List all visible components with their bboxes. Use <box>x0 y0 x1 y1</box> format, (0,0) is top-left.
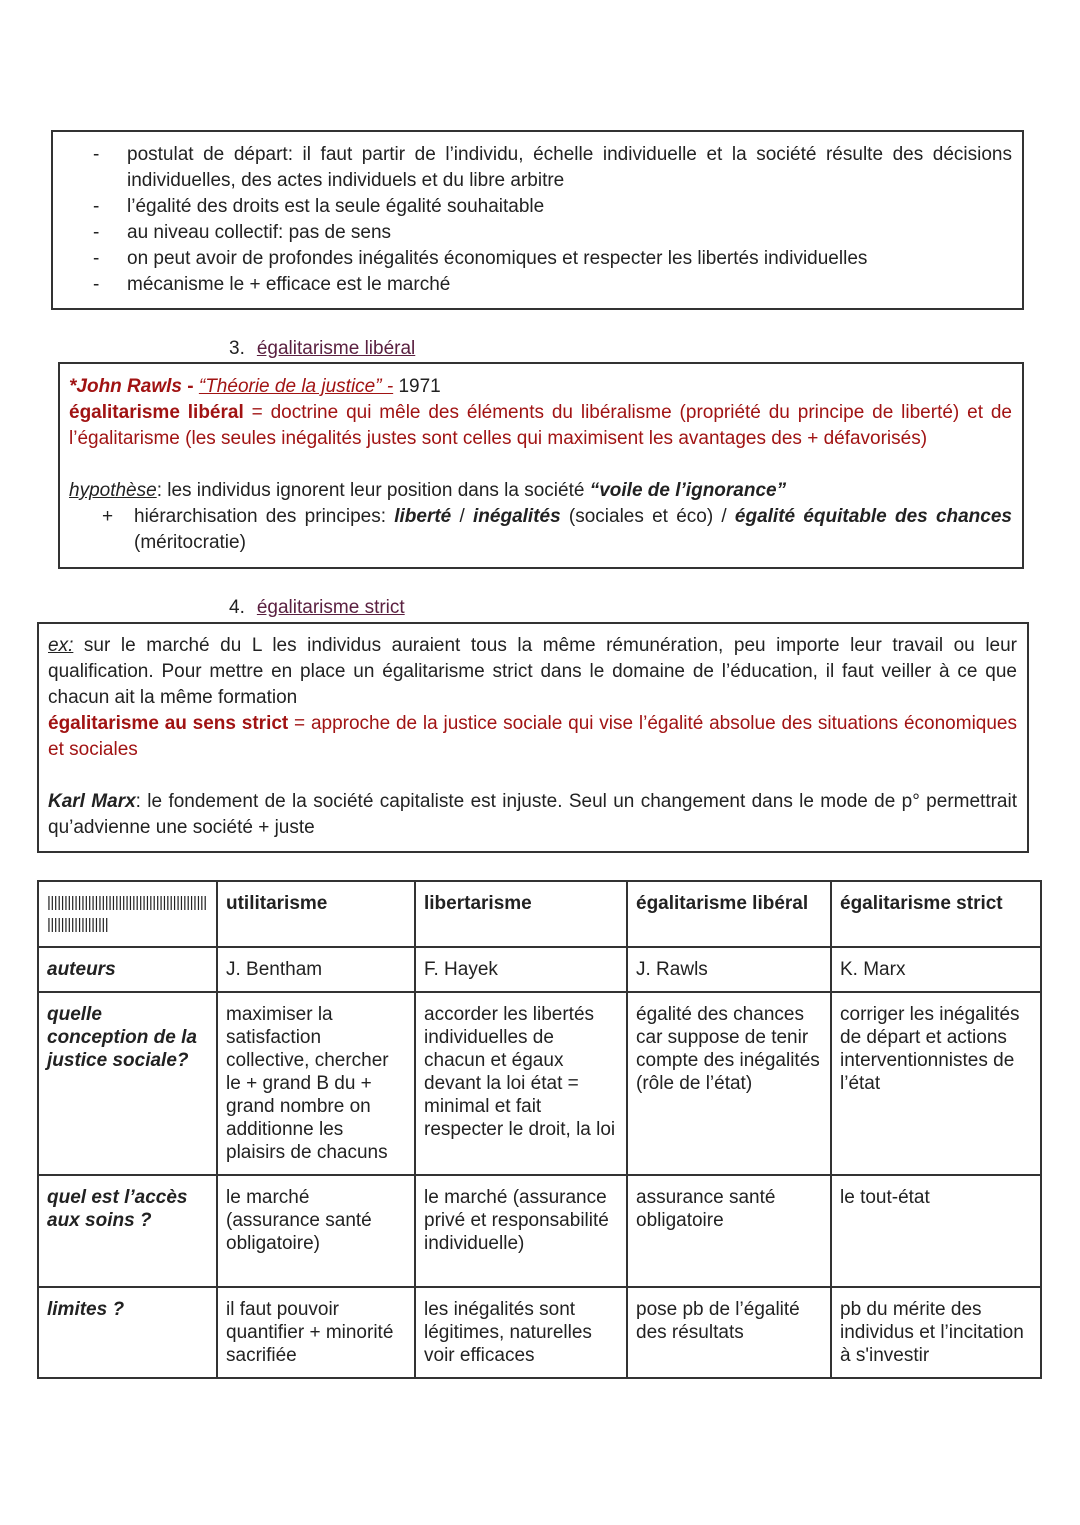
section-number: 4. <box>229 597 245 618</box>
marx-name: Karl Marx <box>48 791 136 812</box>
example <box>48 633 1017 711</box>
table-cell: accorder les libertés individuelles de chacun et égaux devant la loi état = minimal et fait respecter le droit, la loi <box>415 992 627 1175</box>
work-title: “Théorie de la justice” - <box>198 376 394 397</box>
table-cell: corriger les inégalités de départ et actions interventionnistes de l’état <box>831 992 1041 1175</box>
column-header: égalitarisme libéral <box>627 881 831 947</box>
author-separator: - <box>181 376 199 397</box>
comparison-table <box>37 880 1042 1379</box>
definition-term: égalitarisme libéral <box>69 402 244 423</box>
liberal-egalitarianism-box <box>58 362 1024 569</box>
section-title: égalitarisme libéral <box>256 338 416 359</box>
definition <box>48 711 1017 763</box>
table-cell: J. Bentham <box>217 947 415 992</box>
hypothesis-label: hypothèse <box>69 480 157 501</box>
section-3-heading <box>229 336 415 362</box>
table-cell: le marché (assurance privé et responsabilité individuelle) <box>415 1175 627 1287</box>
marx-text: : le fondement de la société capitaliste est injuste. Seul un changement dans le mode de p° permettrait qu’advienne une société + juste <box>48 791 1017 838</box>
principle-liberty: liberté <box>394 506 452 527</box>
marx-statement <box>48 789 1017 841</box>
table-row <box>38 992 1041 1175</box>
plus-marker: + <box>102 506 114 527</box>
bullet-item: - on peut avoir de profondes inégalités économiques et respecter les libertés individuelles <box>53 246 1012 272</box>
table-row <box>38 947 1041 992</box>
row-header: quel est l’accès aux soins ? <box>38 1175 217 1287</box>
table-cell: J. Rawls <box>627 947 831 992</box>
example-label: ex: <box>48 635 74 656</box>
rawls-reference <box>69 374 1012 400</box>
section-title: égalitarisme strict <box>256 597 405 618</box>
bullet-item: - au niveau collectif: pas de sens <box>53 220 1012 246</box>
principle-note: (sociales et éco) / <box>560 506 735 527</box>
hypothesis-quote: “voile de l’ignorance” <box>589 480 787 501</box>
table-cell: le tout-état <box>831 1175 1041 1287</box>
definition <box>69 400 1012 452</box>
table-cell: les inégalités sont légitimes, naturelles voir efficaces <box>415 1287 627 1378</box>
definition-term: égalitarisme au sens strict <box>48 713 289 734</box>
table-cell: assurance santé obligatoire <box>627 1175 831 1287</box>
section-number: 3. <box>229 338 245 359</box>
principle-separator: / <box>451 506 474 527</box>
year: 1971 <box>393 376 441 397</box>
table-cell: F. Hayek <box>415 947 627 992</box>
table-cell: K. Marx <box>831 947 1041 992</box>
table-cell: maximiser la satisfaction collective, chercher le + grand B du + grand nombre on additionne les plaisirs de chacuns <box>217 992 415 1175</box>
bullet-item: - postulat de départ: il faut partir de l’individu, échelle individuelle et la société résulte des décisions individuelles, des actes individuels et du libre arbitre <box>53 142 1012 194</box>
libertarianism-bullets <box>53 142 1012 298</box>
author-name: *John Rawls <box>69 376 182 397</box>
section-4-heading <box>229 595 405 621</box>
bullet-item: - mécanisme le + efficace est le marché <box>53 272 1012 298</box>
principles-hierarchy <box>69 504 1012 556</box>
table-row <box>38 1287 1041 1378</box>
principle-inequalities: inégalités <box>473 506 561 527</box>
table-cell: pb du mérite des individus et l’incitation à s'investir <box>831 1287 1041 1378</box>
table-cell: il faut pouvoir quantifier + minorité sacrifiée <box>217 1287 415 1378</box>
libertarianism-box <box>51 130 1024 310</box>
column-header: utilitarisme <box>217 881 415 947</box>
principle-note-meritocracy: (méritocratie) <box>134 532 246 553</box>
hierarchy-text: hiérarchisation des principes: <box>134 506 395 527</box>
row-header: quelle conception de la justice sociale? <box>38 992 217 1175</box>
column-header: égalitarisme strict <box>831 881 1041 947</box>
column-header: libertarisme <box>415 881 627 947</box>
table-header-row <box>38 881 1041 947</box>
strict-egalitarianism-box <box>37 622 1029 853</box>
table-cell: le marché (assurance santé obligatoire) <box>217 1175 415 1287</box>
table-row <box>38 1175 1041 1287</box>
definition-text: = doctrine qui mêle des éléments du libéralisme (propriété du principe de liberté) et de l’égalitarisme (les seules inégalités justes sont celles qui maximisent les avantages des + défavorisés) <box>69 402 1012 449</box>
row-header: limites ? <box>38 1287 217 1378</box>
hypothesis-text: : les individus ignorent leur position dans la société <box>156 480 590 501</box>
table-corner-hatch: ||||||||||||||||||||||||||||||||||||||||||||||||||||||||||||||||| <box>38 881 217 947</box>
hypothesis <box>69 478 1012 504</box>
example-text: sur le marché du L les individus auraient tous la même rémunération, peu importe leur travail ou leur qualification. Pour mettre en place un égalitarisme strict dans le domaine de l’éducation, il faut veiller à ce que chacun ait la même formation <box>48 635 1017 708</box>
bullet-item: - l’égalité des droits est la seule égalité souhaitable <box>53 194 1012 220</box>
table-cell: pose pb de l’égalité des résultats <box>627 1287 831 1378</box>
definition-text: = approche de la justice sociale qui vise l’égalité absolue des situations économiques et sociales <box>48 713 1017 760</box>
table-cell: égalité des chances car suppose de tenir compte des inégalités (rôle de l’état) <box>627 992 831 1175</box>
row-header: auteurs <box>38 947 217 992</box>
principle-equal-opportunity: égalité équitable des chances <box>734 506 1012 527</box>
